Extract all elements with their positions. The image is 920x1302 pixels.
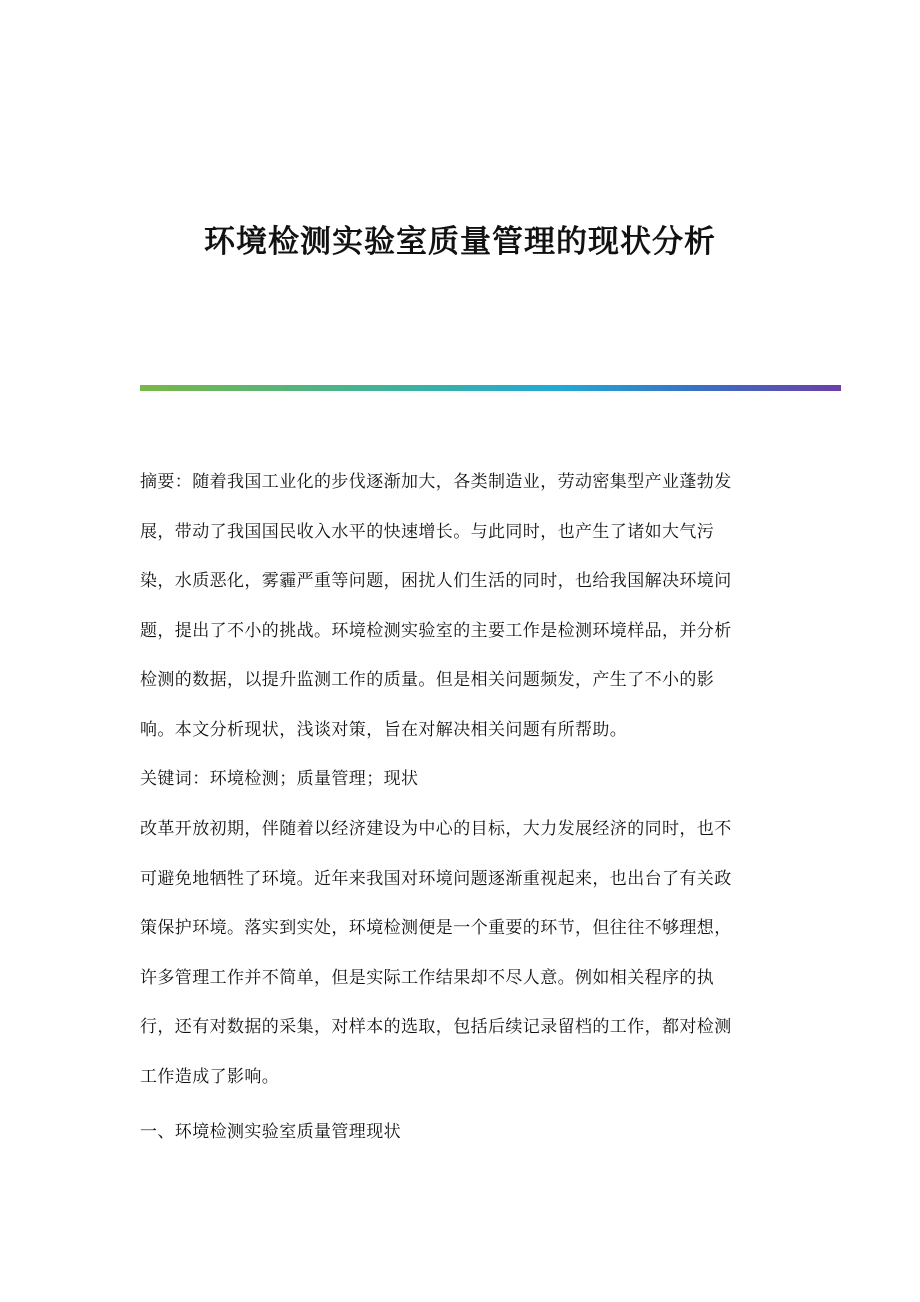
intro-line: 改革开放初期，伴随着以经济建设为中心的目标，大力发展经济的同时，也不 xyxy=(140,819,732,839)
intro-line: 可避免地牺牲了环境。近年来我国对环境问题逐渐重视起来，也出台了有关政 xyxy=(140,868,732,889)
abstract-line: 染，水质恶化，雾霾严重等问题，困扰人们生活的同时，也给我国解决环境问 xyxy=(140,571,732,591)
intro-line: 行，还有对数据的采集，对样本的选取，包括后续记录留档的工作，都对检测 xyxy=(140,1017,732,1037)
abstract-line: 摘要：随着我国工业化的步伐逐渐加大，各类制造业，劳动密集型产业蓬勃发 xyxy=(140,472,732,492)
intro-line: 策保护环境。落实到实处，环境检测便是一个重要的环节，但往往不够理想， xyxy=(140,918,732,938)
intro-paragraph xyxy=(140,805,772,1102)
intro-line: 工作造成了影响。 xyxy=(140,1066,280,1087)
abstract-line: 展，带动了我国国民收入水平的快速增长。与此同时，也产生了诸如大气污 xyxy=(140,521,715,542)
abstract-line: 检测的数据，以提升监测工作的质量。但是相关问题频发，产生了不小的影 xyxy=(140,670,715,690)
abstract-paragraph xyxy=(140,458,772,755)
keywords-line: 关键词：环境检测；质量管理；现状 xyxy=(140,769,419,789)
title-divider xyxy=(140,385,841,391)
abstract-line: 响。本文分析现状，浅谈对策，旨在对解决相关问题有所帮助。 xyxy=(140,719,628,740)
abstract-line: 题，提出了不小的挑战。环境检测实验室的主要工作是检测环境样品，并分析 xyxy=(140,620,732,641)
document-title: 环境检测实验室质量管理的现状分析 xyxy=(204,224,716,260)
section-heading: 一、环境检测实验室质量管理现状 xyxy=(140,1122,401,1142)
intro-line: 许多管理工作并不简单，但是实际工作结果却不尽人意。例如相关程序的执 xyxy=(140,967,715,988)
